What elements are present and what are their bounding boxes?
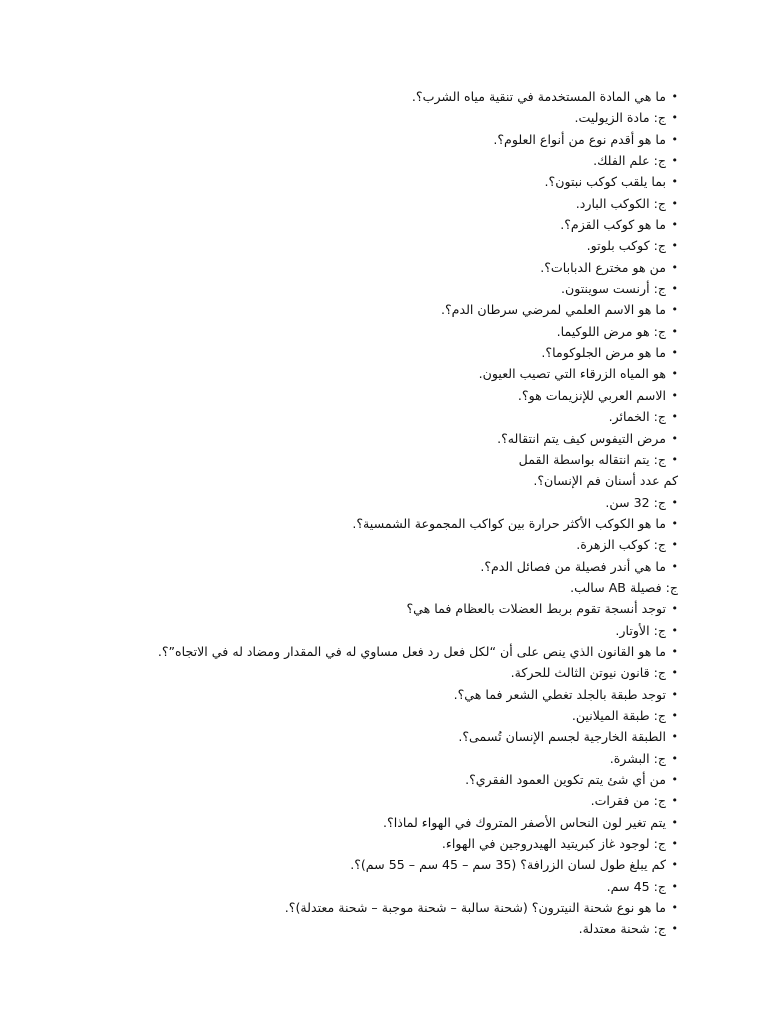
list-item: • ج: طبقة الميلانين. [38,705,678,726]
qa-list [38,86,678,940]
list-item: • توجد أنسجة تقوم بربط العضلات بالعظام فما هي؟ [38,598,678,619]
list-item: • ما هو كوكب القزم؟. [38,214,678,235]
list-item: • ج: هو مرض اللوكيما. [38,321,678,342]
list-item: • الطبقة الخارجية لجسم الإنسان تُسمى؟. [38,726,678,747]
list-item: • كم يبلغ طول لسان الزرافة؟ (35 سم – 45 سم – 55 سم)؟. [38,854,678,875]
list-item: • ج: أرنست سوينتون. [38,278,678,299]
text-line: ج: فصيلة AB سالب. [570,579,678,595]
list-item: • من هو مخترع الدبابات؟. [38,257,678,278]
list-item: • توجد طبقة بالجلد تغطي الشعر فما هي؟. [38,684,678,705]
list-item: • ج: 32 سن. [38,492,678,513]
list-item: • ج: قانون نيوتن الثالث للحركة. [38,662,678,683]
list-item: • من أي شئ يتم تكوين العمود الفقري؟. [38,769,678,790]
list-item: • ج: الكوكب البارد. [38,193,678,214]
list-item: • ما هو الكوكب الأكثر حرارة بين كواكب المجموعة الشمسية؟. [38,513,678,534]
list-item: • ما هو مرض الجلوكوما؟. [38,342,678,363]
list-item: • الاسم العربي للإنزيمات هو؟. [38,385,678,406]
list-item: • ج: علم الفلك. [38,150,678,171]
list-item: • بما يلقب كوكب نبتون؟. [38,171,678,192]
list-item: • ما هو نوع شحنة النيترون؟ (شحنة سالبة – شحنة موجبة – شحنة معتدلة)؟. [38,897,678,918]
list-item: • ج: مادة الزيوليت. [38,107,678,128]
list-item: • ج: من فقرات. [38,790,678,811]
text-line: كم عدد أسنان فم الإنسان؟. [533,473,678,489]
list-item: • ج: شحنة معتدلة. [38,918,678,939]
list-item: • ج: البشرة. [38,748,678,769]
list-item: • ج: كوكب الزهرة. [38,534,678,555]
list-item: • ج: الخمائر. [38,406,678,427]
list-item: • ج: كوكب بلوتو. [38,235,678,256]
list-item: • ج: 45 سم. [38,876,678,897]
list-item: • يتم تغير لون النحاس الأصفر المتروك في الهواء لماذا؟. [38,812,678,833]
list-item: • ما هو أقدم نوع من أنواع العلوم؟. [38,129,678,150]
list-item: • ج: الأوتار. [38,620,678,641]
list-item: • ما هو القانون الذي ينص على أن “لكل فعل رد فعل مساوي له في المقدار ومضاد له في الاتجاه”؟. [38,641,678,662]
list-item: • ج: يتم انتقاله بواسطة القمل [38,449,678,470]
list-item: • ما هي أندر فصيلة من فصائل الدم؟. [38,556,678,577]
list-item: • ما هي المادة المستخدمة في تنقية مياه الشرب؟. [38,86,678,107]
list-item: • ما هو الاسم العلمي لمرضي سرطان الدم؟. [38,299,678,320]
list-item: • ج: لوجود غاز كبريتيد الهيدروجين في الهواء. [38,833,678,854]
list-item: • مرض التيفوس كيف يتم انتقاله؟. [38,428,678,449]
list-item: • هو المياه الزرقاء التي تصيب العيون. [38,363,678,384]
